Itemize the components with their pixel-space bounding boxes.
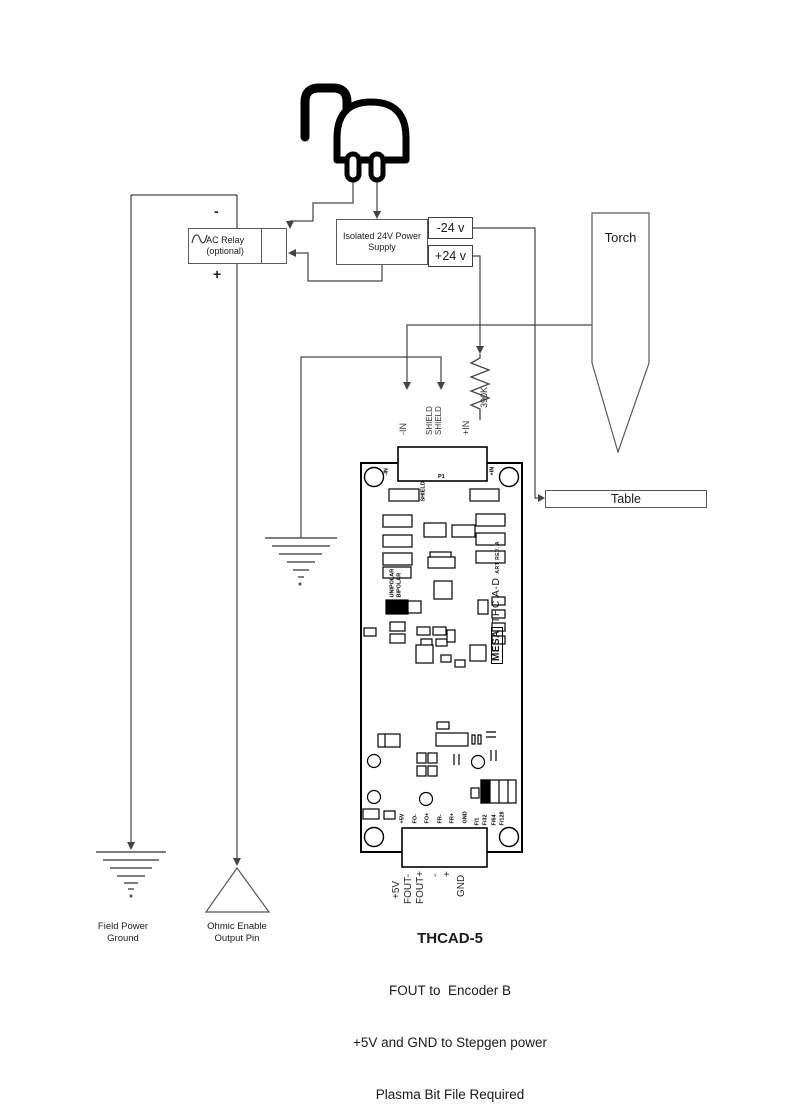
pos-24v-label: +24 v (435, 249, 466, 263)
freq-label: F/32 (482, 814, 489, 826)
silk-pin: FR+ (449, 812, 456, 824)
pcb-component (417, 766, 426, 776)
ext-pin-label: FOUT- (403, 874, 414, 904)
pcb-rev-label: ART REV. A (495, 540, 501, 574)
mesa-logo: MESA (491, 627, 503, 664)
pcb-component (389, 489, 419, 501)
mounting-hole (365, 468, 384, 487)
ohmic-triangle (206, 868, 269, 912)
pcb-component (478, 600, 488, 614)
mounting-hole (500, 828, 519, 847)
pcb-component (383, 553, 412, 565)
wire (407, 325, 592, 382)
neg-24v-box (428, 217, 473, 239)
jumper-w1 (386, 600, 408, 614)
pcb-component (390, 634, 405, 643)
silk-bipolar: BIPOLAR (396, 572, 403, 598)
ext-pin-label: FOUT+ (415, 870, 426, 904)
pcb-component (363, 809, 379, 819)
relay-plus-label: + (213, 266, 222, 282)
silk-pin: +5V (399, 813, 406, 824)
freq-label: F/128 (499, 811, 506, 826)
torch-shape (592, 213, 649, 452)
pcb-component (472, 735, 475, 744)
pcb-component (417, 627, 430, 635)
neg-in-terminal-label: -IN (398, 423, 408, 435)
power-plug-icon (305, 88, 406, 180)
caption-line: FOUT to Encoder B (388, 983, 512, 999)
pcb-component (436, 733, 468, 746)
pcb-component (447, 630, 455, 642)
wire (290, 176, 353, 224)
pcb-component (428, 557, 455, 568)
pcb-brand-text (491, 541, 503, 664)
resistor-value-label: 390K (479, 386, 489, 408)
ext-pin-label: GND (456, 874, 467, 897)
arrowhead (286, 221, 294, 229)
ohmic-enable-label: Ohmic Enable Output Pin (207, 921, 267, 944)
arrowhead (127, 842, 135, 850)
pcb-component (452, 525, 475, 537)
field-ground-icon (96, 852, 166, 897)
power-supply-label: Isolated 24V Power Supply (342, 230, 422, 252)
pcb-component (384, 811, 395, 819)
pcb-component (390, 622, 405, 631)
arrowhead (288, 249, 296, 257)
transistor (368, 791, 381, 804)
pcb-component (417, 753, 426, 763)
pcb-component (383, 515, 412, 527)
pcb-component (424, 523, 446, 537)
silk-unipolar: UNIPOLAR (389, 568, 396, 598)
arrowhead (437, 382, 445, 390)
pcb-component (428, 766, 437, 776)
caption-line: Plasma Bit File Required (375, 1086, 525, 1102)
pos-24v-box (428, 245, 473, 267)
shield-terminal-label: SHIELD (425, 406, 434, 435)
caption-block (300, 894, 600, 1114)
silk-shield: SHIELD (420, 481, 427, 502)
silk-p1: P1 (438, 474, 445, 480)
arrowhead (476, 346, 484, 354)
transistor (472, 756, 485, 769)
ext-pin-label: + (442, 871, 453, 877)
silk-pin: FR- (437, 814, 444, 824)
silk-pin: FO- (412, 814, 419, 824)
pcb-component (434, 581, 452, 599)
silk-neg-in: -IN (383, 468, 390, 476)
arrowhead (403, 382, 411, 390)
bottom-terminal-block (402, 828, 487, 867)
pcb-component (364, 628, 376, 636)
ac-relay-label: AC Relay (optional) (206, 234, 245, 256)
pcb-component (470, 489, 499, 501)
silk-pos-in: +IN (489, 466, 496, 476)
pcb-component (437, 722, 449, 729)
pcb-component (455, 660, 465, 667)
pos-in-terminal-label: +IN (461, 420, 471, 435)
pcb-component (441, 655, 451, 662)
relay-minus-label: - (214, 203, 219, 219)
pcb-component (478, 735, 481, 744)
torch-label: Torch (604, 230, 637, 245)
ac-sine-icon (261, 229, 286, 263)
signal-ground-icon (265, 538, 337, 585)
pcb-component (436, 639, 447, 646)
pcb-component (470, 645, 486, 661)
wire (473, 256, 480, 346)
neg-24v-label: -24 v (436, 221, 465, 235)
caption-line: +5V and GND to Stepgen power (353, 1035, 547, 1051)
pcb-component (471, 788, 479, 798)
table-box (545, 490, 707, 508)
pcb-component (433, 627, 446, 635)
power-supply-box (336, 219, 428, 265)
shield-terminal-label: SHIELD (434, 406, 443, 435)
transistor (420, 793, 433, 806)
ac-relay-box (188, 228, 287, 264)
pcb-component (476, 514, 505, 526)
pcb-component (383, 535, 412, 547)
transistor (368, 755, 381, 768)
silk-pin: GND (462, 811, 469, 824)
pcb-component (428, 753, 437, 763)
freq-label: F/64 (491, 814, 498, 826)
ext-pin-label: - (430, 873, 441, 877)
table-label: Table (611, 492, 641, 506)
arrowhead (233, 858, 241, 866)
freq-label: F/1 (474, 817, 481, 826)
mounting-hole (365, 828, 384, 847)
arrowhead (538, 494, 545, 502)
caption-title: THCAD-5 (417, 929, 483, 947)
arrowhead (373, 211, 381, 219)
pcb-model-label: THC A-D (490, 577, 502, 624)
pcb-component (408, 601, 421, 613)
pcb-component (416, 645, 433, 663)
silk-pin: FO+ (424, 812, 431, 824)
mounting-hole (500, 468, 519, 487)
ext-pin-label: +5V (391, 880, 402, 899)
pcb-component (378, 734, 400, 747)
field-ground-label: Field Power Ground (97, 921, 149, 944)
freq-jumper-cell-on (481, 780, 490, 803)
